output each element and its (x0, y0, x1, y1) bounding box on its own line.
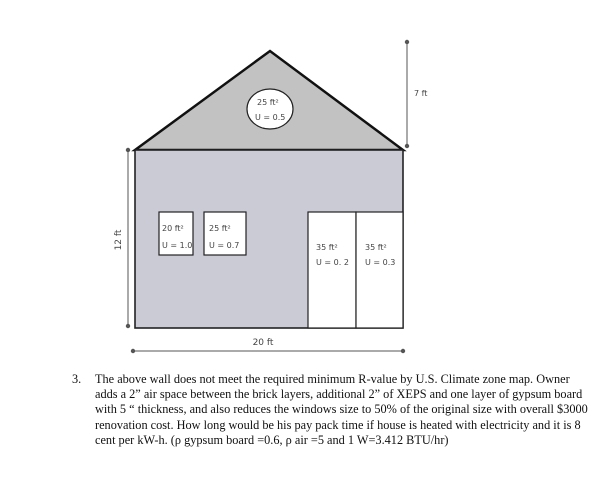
vent-u-label: U = 0.5 (255, 113, 286, 122)
width-dimension-label: 20 ft (252, 338, 274, 348)
door-1-area-label: 35 ft² (316, 243, 338, 252)
roof-dimension-label: 7 ft (414, 89, 428, 98)
problem-text: The above wall does not meet the required minimum R-value by U.S. Climate zone map. Owner adds a 2” air space between the brick layers, additional 2” of XEPS and one layer of gypsum board with 5 “ thickness, and also reduces the windows size to 50% of the original size with overall $3000 renovation cost. How long would be his pay pack time if house is heated with electricity and it is 8 cent per kW-h. (ρ gypsum board =0.6, ρ air =5 and 1 W=3.412 BTU/hr) (95, 372, 588, 447)
door-1 (308, 212, 356, 328)
door-2-area-label: 35 ft² (365, 243, 387, 252)
window-2-u-label: U = 0.7 (209, 241, 240, 250)
window-1-area-label: 20 ft² (162, 224, 184, 233)
window-2-area-label: 25 ft² (209, 224, 231, 233)
door-2 (356, 212, 403, 328)
window-1-u-label: U = 1.0 (162, 241, 193, 250)
attic-vent (247, 89, 293, 129)
height-dimension-label: 12 ft (114, 229, 124, 251)
door-1-u-label: U = 0. 2 (316, 258, 349, 267)
problem-number: 3. (72, 372, 82, 386)
door-2-u-label: U = 0.3 (365, 258, 396, 267)
problem-statement (72, 372, 592, 448)
vent-area-label: 25 ft² (257, 98, 279, 107)
